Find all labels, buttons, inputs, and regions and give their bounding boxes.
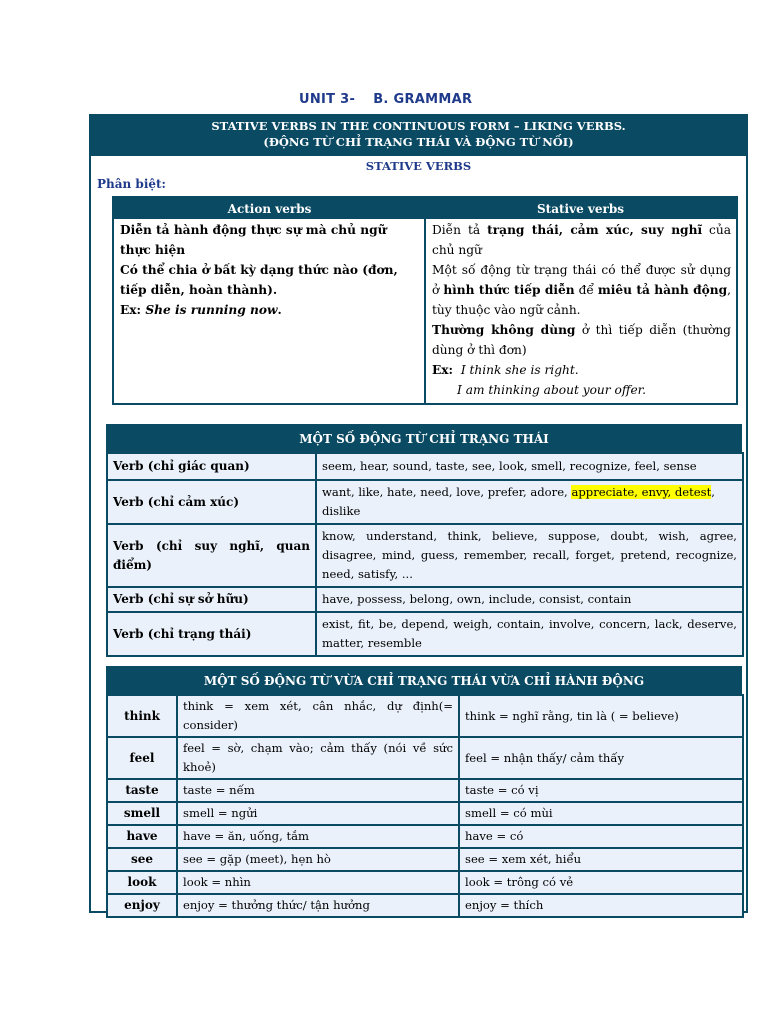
stative-example-1 bbox=[432, 360, 731, 380]
stative-desc-2a: Một số động từ trạng thái có thể được sử dụng ở bbox=[432, 263, 731, 297]
table-row bbox=[107, 848, 743, 871]
banner-line-2: (ĐỘNG TỪ CHỈ TRẠNG THÁI VÀ ĐỘNG TỪ NỐI) bbox=[263, 135, 574, 149]
stative-verbs-header: Stative verbs bbox=[425, 197, 737, 219]
stative-desc-2d: miêu tả hành động bbox=[597, 283, 728, 297]
unit-label: UNIT 3- bbox=[299, 92, 356, 107]
table-row bbox=[107, 737, 743, 779]
stative-example-2 bbox=[432, 380, 731, 400]
state-meaning: think = nghĩ rằng, tin là ( = believe) bbox=[459, 695, 743, 737]
action-meaning: feel = sờ, chạm vào; cảm thấy (nói về sức khoẻ) bbox=[177, 737, 459, 779]
verb-cell: think bbox=[107, 695, 177, 737]
comparison-header-row bbox=[113, 197, 737, 219]
state-meaning: taste = có vị bbox=[459, 779, 743, 802]
comparison-body-row bbox=[113, 219, 737, 404]
state-meaning: enjoy = thích bbox=[459, 894, 743, 917]
row-value-b: , dislike bbox=[322, 485, 715, 518]
table-row bbox=[107, 524, 743, 587]
stative-example-label: Ex: bbox=[432, 363, 454, 377]
stative-desc-2b: hình thức tiếp diễn bbox=[443, 283, 575, 297]
row-key: Verb (chỉ suy nghĩ, quan điểm) bbox=[107, 524, 316, 587]
banner bbox=[89, 114, 748, 156]
table-row bbox=[107, 894, 743, 917]
action-meaning: see = gặp (meet), hẹn hò bbox=[177, 848, 459, 871]
table-row bbox=[107, 695, 743, 737]
comparison-table bbox=[112, 196, 738, 405]
stative-verbs-cell bbox=[425, 219, 737, 404]
action-meaning: enjoy = thưởng thức/ tận hưởng bbox=[177, 894, 459, 917]
action-verbs-cell bbox=[113, 219, 425, 404]
stative-desc-1a: Diễn tả bbox=[432, 223, 488, 237]
row-value-a: want, like, hate, need, love, prefer, adore, bbox=[322, 485, 572, 499]
dual-verbs-table bbox=[106, 694, 744, 918]
state-meaning: feel = nhận thấy/ cảm thấy bbox=[459, 737, 743, 779]
section-label: B. GRAMMAR bbox=[373, 92, 473, 107]
stative-example-2-text: I am thinking about your offer. bbox=[457, 383, 647, 397]
table-row bbox=[107, 825, 743, 848]
action-meaning: think = xem xét, cân nhắc, dự định(= consider) bbox=[177, 695, 459, 737]
verb-cell: feel bbox=[107, 737, 177, 779]
row-key: Verb (chỉ sự sở hữu) bbox=[107, 587, 316, 612]
stative-desc-1 bbox=[432, 220, 731, 260]
action-verbs-header: Action verbs bbox=[113, 197, 425, 219]
action-example-label: Ex: bbox=[120, 303, 146, 317]
table-row bbox=[107, 587, 743, 612]
stative-desc-2e: , tùy thuộc vào ngữ cảnh. bbox=[432, 283, 731, 317]
action-meaning: smell = ngửi bbox=[177, 802, 459, 825]
verb-cell: have bbox=[107, 825, 177, 848]
stative-desc-3b: ở thì tiếp diễn (thường dùng ở thì đơn) bbox=[432, 323, 731, 357]
action-meaning: taste = nếm bbox=[177, 779, 459, 802]
verb-cell: look bbox=[107, 871, 177, 894]
stative-example-1-text: I think she is right. bbox=[460, 363, 579, 377]
stative-desc-3a: Thường không dùng bbox=[432, 323, 576, 337]
action-example bbox=[120, 300, 419, 320]
action-example-end: . bbox=[277, 303, 282, 317]
action-desc-1: Diễn tả hành động thực sự mà chủ ngữ thực hiện bbox=[120, 223, 387, 257]
stative-verbs-table bbox=[106, 452, 744, 657]
stative-desc-1c: của chủ ngữ bbox=[432, 223, 731, 257]
row-key: Verb (chỉ giác quan) bbox=[107, 453, 316, 480]
unit-title bbox=[299, 92, 472, 107]
verb-cell: see bbox=[107, 848, 177, 871]
state-meaning: see = xem xét, hiểu bbox=[459, 848, 743, 871]
table-row bbox=[107, 612, 743, 656]
action-example-text: She is running now bbox=[145, 303, 278, 317]
state-meaning: have = có bbox=[459, 825, 743, 848]
banner-line-1: STATIVE VERBS IN THE CONTINUOUS FORM – LIKING VERBS. bbox=[211, 119, 626, 133]
row-value: have, possess, belong, own, include, consist, contain bbox=[316, 587, 743, 612]
verb-cell: smell bbox=[107, 802, 177, 825]
table-row bbox=[107, 871, 743, 894]
row-value: know, understand, think, believe, suppose, doubt, wish, agree, disagree, mind, guess, remember, recall, forget, pretend, recognize, need, satisfy, ... bbox=[316, 524, 743, 587]
dual-table-title: MỘT SỐ ĐỘNG TỪ VỪA CHỈ TRẠNG THÁI VỪA CHỈ HÀNH ĐỘNG bbox=[106, 666, 742, 696]
table-row bbox=[107, 802, 743, 825]
state-meaning: look = trông có vẻ bbox=[459, 871, 743, 894]
action-meaning: have = ăn, uống, tắm bbox=[177, 825, 459, 848]
row-value bbox=[316, 480, 743, 524]
stative-verbs-heading: STATIVE VERBS bbox=[365, 159, 472, 173]
state-meaning: smell = có mùi bbox=[459, 802, 743, 825]
row-value-highlight: appreciate, envy, detest bbox=[571, 485, 712, 499]
verb-cell: taste bbox=[107, 779, 177, 802]
stative-desc-2 bbox=[432, 260, 731, 320]
action-desc-2: Có thể chia ở bất kỳ dạng thức nào (đơn, tiếp diễn, hoàn thành). bbox=[120, 263, 398, 297]
table-row bbox=[107, 453, 743, 480]
verb-cell: enjoy bbox=[107, 894, 177, 917]
table-row bbox=[107, 779, 743, 802]
table-row bbox=[107, 480, 743, 524]
stative-desc-1b: trạng thái, cảm xúc, suy nghĩ bbox=[487, 223, 703, 237]
stative-table-title: MỘT SỐ ĐỘNG TỪ CHỈ TRẠNG THÁI bbox=[106, 424, 742, 454]
row-key: Verb (chỉ trạng thái) bbox=[107, 612, 316, 656]
row-value: exist, fit, be, depend, weigh, contain, involve, concern, lack, deserve, matter, resemble bbox=[316, 612, 743, 656]
row-key: Verb (chỉ cảm xúc) bbox=[107, 480, 316, 524]
stative-desc-2c: để bbox=[574, 283, 598, 297]
stative-desc-3 bbox=[432, 320, 731, 360]
phan-biet-label: Phân biệt: bbox=[97, 177, 166, 191]
row-value: seem, hear, sound, taste, see, look, smell, recognize, feel, sense bbox=[316, 453, 743, 480]
action-meaning: look = nhìn bbox=[177, 871, 459, 894]
